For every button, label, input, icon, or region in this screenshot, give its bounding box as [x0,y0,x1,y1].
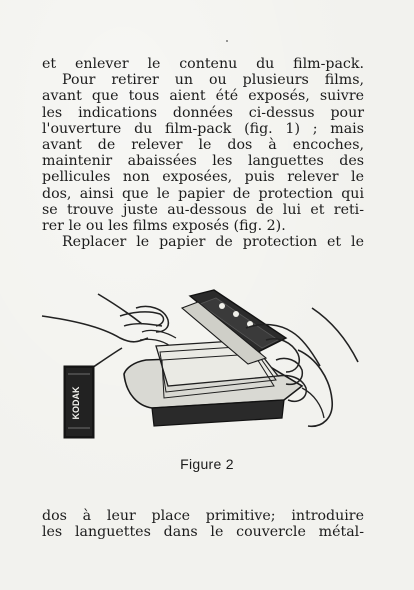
left-arm-line [98,294,142,324]
text-line: Replacer le papier de protection et le [62,234,364,251]
text-line: et enlever le contenu du film-pack. [42,56,364,72]
left-finger [142,330,176,338]
text-line: Pour retirer un ou plusieurs films, [62,72,364,89]
right-wrist-line [312,308,358,362]
print-speck [226,40,228,42]
text-line: l'ouverture du film-pack (fig. 1) ; mais [42,120,364,137]
text-line: pellicules non exposées, puis relever le [42,169,364,186]
text-line: dos à leur place primitive; introduire [42,508,364,524]
text-line: les indications données ci-dessus pour [42,104,364,121]
text-line: avant de relever le dos à encoches, [42,137,364,154]
left-finger [124,324,162,326]
text-line: avant que tous aient été exposés, suivre [42,88,364,105]
figure-illustration [40,268,370,448]
bottom-paragraph [42,508,364,540]
film-pack-illustration [40,268,370,448]
left-sleeve-line [42,316,148,342]
text-line: les languettes dans le couvercle métal- [42,524,364,541]
right-palm-crease [302,388,324,418]
text-line: maintenir abaissées les languettes des [42,153,364,170]
back-notch [233,311,239,317]
figure-caption: Figure 2 [180,456,234,472]
text-line: rer le ou les films exposés (fig. 2). [42,218,286,235]
top-paragraph [42,56,364,250]
text-line: dos, ainsi que le papier de protection qui [42,185,364,202]
back-notch [219,303,225,309]
kodak-logo-text: KODAK [71,386,81,420]
text-line: se trouve juste au-dessous de lui et reti- [42,201,364,218]
